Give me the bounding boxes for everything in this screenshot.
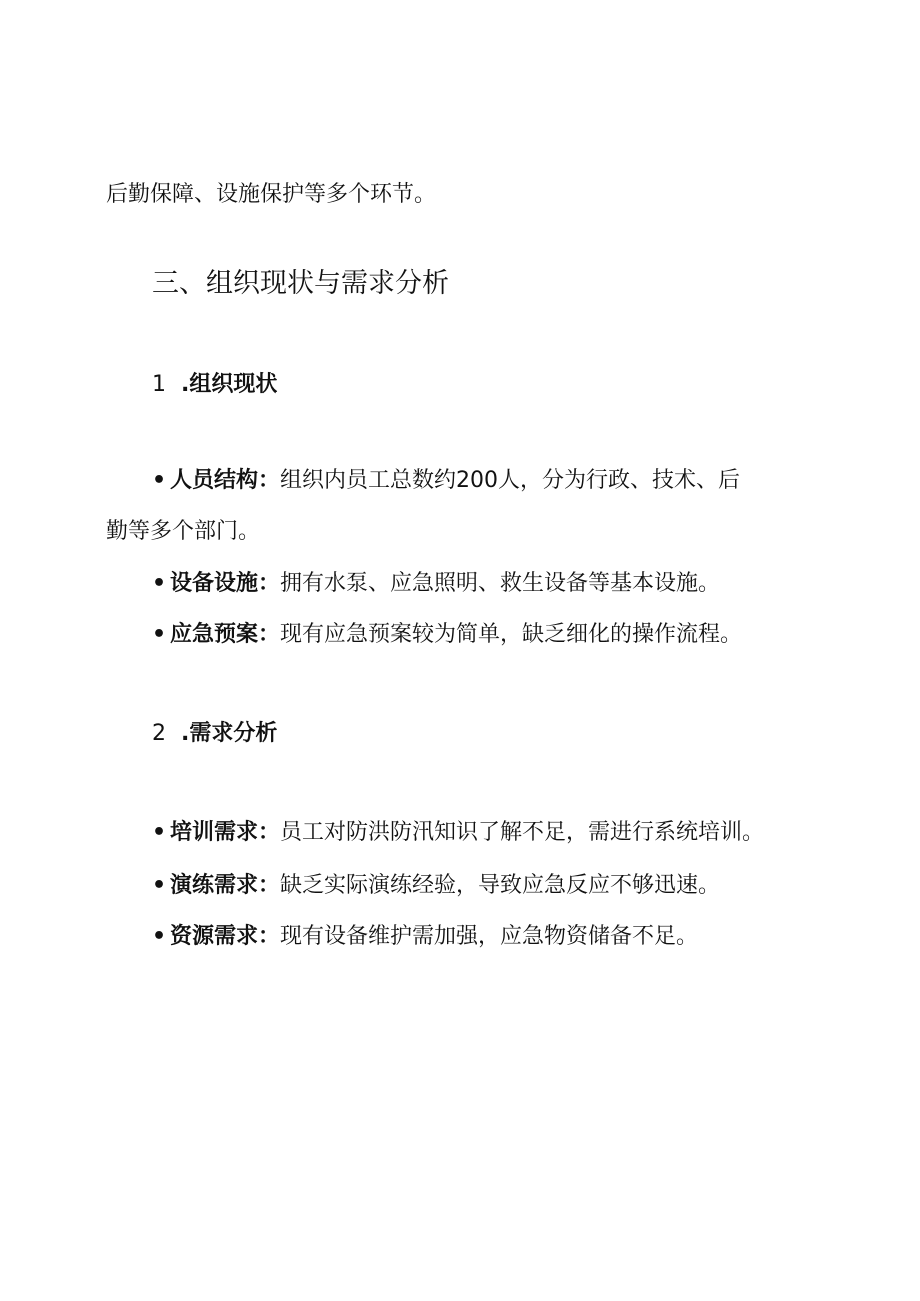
- subsection1-number: 1: [152, 372, 166, 397]
- list-item: [152, 871, 720, 901]
- item-text: 组织内员工总数约200人，分为行政、技术、后: [280, 468, 741, 493]
- bullet-icon: •: [152, 468, 167, 493]
- item-label: 培训需求：: [170, 820, 281, 845]
- intro-continuation: 后勤保障、设施保护等多个环节。: [106, 182, 437, 207]
- subsection1-heading: [152, 370, 277, 400]
- item-label: 人员结构：: [170, 468, 281, 493]
- bullet-icon: •: [152, 924, 167, 949]
- subsection2-title: .需求分析: [181, 721, 278, 746]
- list-item: [152, 620, 742, 650]
- section-title: 三、组织现状与需求分析: [152, 268, 449, 299]
- item-text: 现有应急预案较为简单，缺乏细化的操作流程。: [280, 622, 743, 647]
- item-label: 演练需求：: [170, 873, 281, 898]
- item-text-continuation: 勤等多个部门。: [106, 519, 261, 544]
- bullet-icon: •: [152, 622, 167, 647]
- subsection1-title: .组织现状: [181, 372, 278, 397]
- item-text: 现有设备维护需加强，应急物资储备不足。: [280, 924, 699, 949]
- bullet-icon: •: [152, 873, 167, 898]
- bullet-icon: •: [152, 571, 167, 596]
- subsection2-heading: [152, 719, 277, 749]
- item-label: 设备设施：: [170, 571, 281, 596]
- list-item: [152, 818, 764, 848]
- list-item: [152, 466, 740, 496]
- bullet-icon: •: [152, 820, 167, 845]
- item-text: 缺乏实际演练经验，导致应急反应不够迅速。: [280, 873, 721, 898]
- item-label: 应急预案：: [170, 622, 281, 647]
- list-item: [152, 569, 720, 599]
- item-text: 员工对防洪防汛知识了解不足，需进行系统培训。: [280, 820, 765, 845]
- list-item: [152, 922, 698, 952]
- item-text: 拥有水泵、应急照明、救生设备等基本设施。: [280, 571, 721, 596]
- subsection2-number: 2: [152, 721, 166, 746]
- item-label: 资源需求：: [170, 924, 281, 949]
